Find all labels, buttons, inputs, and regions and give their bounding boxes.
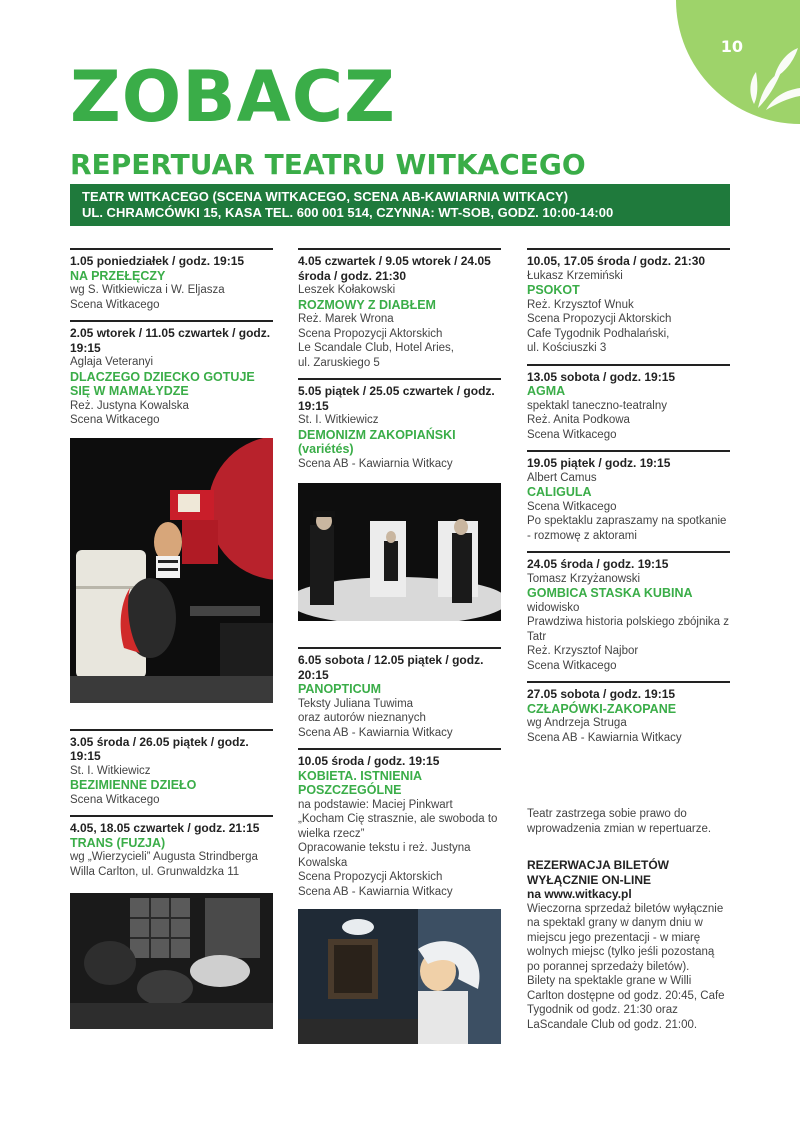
event-entry bbox=[70, 729, 273, 816]
event-date: 4.05 czwartek / 9.05 wtorek / 24.05 środa / godz. 21:30 bbox=[298, 254, 491, 283]
event-detail: Scena Witkacego bbox=[527, 428, 617, 441]
repertoire-change-notice: Teatr zastrzega sobie prawo do wprowadzenia zmian w repertuarze. bbox=[527, 808, 712, 835]
event-detail: Willa Carlton, ul. Grunwaldzka 11 bbox=[70, 865, 240, 878]
stage-photo-trans bbox=[70, 893, 273, 1029]
page-number: 10 bbox=[720, 37, 743, 56]
stage-photo-refrigerator bbox=[70, 438, 273, 703]
event-detail: spektakl taneczno-teatralny bbox=[527, 399, 667, 412]
event-detail: Reż. Krzysztof Najbor bbox=[527, 645, 639, 657]
event-detail: Scena Witkacego bbox=[70, 414, 160, 426]
event-detail: Scena Witkacego bbox=[527, 659, 617, 672]
event-detail: Scena AB - Kawiarnia Witkacy bbox=[298, 726, 453, 739]
column-3 bbox=[527, 248, 730, 1032]
event-author: Tomasz Krzyżanowski bbox=[527, 572, 641, 585]
event-detail: Po spektaklu zapraszamy na spotkanie - rozmowę z aktorami bbox=[527, 515, 727, 542]
event-detail: Scena Propozycji Aktorskich bbox=[298, 871, 443, 883]
event-author: Albert Camus bbox=[527, 471, 597, 484]
event-author: Aglaja Veteranyi bbox=[70, 356, 154, 368]
event-title: DEMONIZM ZAKOPIAŃSKI (variétés) bbox=[298, 427, 456, 456]
event-detail: wg S. Witkiewicza i W. Eljasza bbox=[70, 284, 225, 296]
reservation-venue-times: Bilety na spektakle grane w Willi Carlton dostępne od godz. 20:45, Cafe Tygodnik od godz. 21:30 oraz LaScandale Club od godz. 21:00. bbox=[527, 975, 725, 1031]
event-title: KOBIETA. ISTNIENIA POSZCZEGÓLNE bbox=[298, 768, 422, 797]
event-title: BEZIMIENNE DZIEŁO bbox=[70, 778, 197, 792]
event-detail: Scena Propozycji Aktorskich bbox=[527, 313, 672, 325]
event-title: DLACZEGO DZIECKO GOTUJE SIĘ W MAMAŁYDZE bbox=[70, 369, 255, 398]
event-title: ROZMOWY Z DIABŁEM bbox=[298, 297, 436, 312]
event-date: 10.05, 17.05 środa / godz. 21:30 bbox=[527, 254, 706, 268]
page-subtitle: REPERTUAR TEATRU WITKACEGO bbox=[70, 148, 586, 181]
event-author: Łukasz Krzemiński bbox=[527, 269, 623, 282]
event-entry bbox=[298, 748, 501, 907]
column-1 bbox=[70, 248, 273, 1055]
event-detail: ul. Zaruskiego 5 bbox=[298, 356, 380, 369]
event-detail: Reż. Marek Wrona bbox=[298, 313, 394, 325]
event-detail: Scena Witkacego bbox=[70, 793, 160, 806]
event-author: St. I. Witkiewicz bbox=[298, 414, 379, 426]
event-author: St. I. Witkiewicz bbox=[70, 764, 151, 777]
event-title: CALIGULA bbox=[527, 485, 592, 499]
event-date: 13.05 sobota / godz. 19:15 bbox=[527, 369, 676, 384]
event-detail: Prawdziwa historia polskiego zbójnika z Tatr bbox=[527, 616, 729, 643]
column-2 bbox=[298, 248, 501, 1070]
event-entry bbox=[70, 815, 273, 887]
event-title: TRANS (FUZJA) bbox=[70, 835, 166, 850]
reservation-evening-sales: Wieczorna sprzedaż biletów wyłącznie na spektakl grany w danym dniu w miejscu jego prezentacji - w miarę wolnych miejsc (tylko jeśli pozostaną po porannej sprzedaży biletów). bbox=[527, 902, 724, 973]
event-title: PSOKOT bbox=[527, 283, 580, 297]
event-detail: Teksty Juliana Tuwima bbox=[298, 697, 414, 710]
event-detail: Reż. Krzysztof Wnuk bbox=[527, 298, 634, 311]
event-date: 27.05 sobota / godz. 19:15 bbox=[527, 687, 676, 701]
event-entry bbox=[527, 248, 730, 364]
event-detail: Scena AB - Kawiarnia Witkacy bbox=[298, 457, 453, 470]
event-detail: oraz autorów nieznanych bbox=[298, 712, 426, 724]
event-entry bbox=[298, 248, 501, 378]
page-title: ZOBACZ bbox=[70, 56, 396, 138]
event-title: AGMA bbox=[527, 384, 566, 398]
event-date: 5.05 piątek / 25.05 czwartek / godz. 19:15 bbox=[298, 384, 495, 413]
corner-badge bbox=[670, 0, 800, 125]
stage-photo-demonizm bbox=[298, 483, 501, 621]
event-detail: Scena Witkacego bbox=[527, 500, 617, 513]
event-detail: Opracowanie tekstu i reż. Justyna Kowalska bbox=[298, 842, 471, 869]
event-date: 6.05 sobota / 12.05 piątek / godz. 20:15 bbox=[298, 653, 484, 682]
event-detail: Scena Witkacego bbox=[70, 298, 160, 311]
event-date: 1.05 poniedziałek / godz. 19:15 bbox=[70, 254, 245, 268]
event-entry bbox=[527, 450, 730, 551]
event-detail: wg Andrzeja Struga bbox=[527, 717, 627, 729]
event-date: 2.05 wtorek / 11.05 czwartek / godz. 19:15 bbox=[70, 326, 271, 355]
event-entry bbox=[70, 320, 273, 436]
event-detail: „Kocham Cię strasznie, ale swoboda to wielka rzecz” bbox=[298, 813, 498, 840]
event-entry bbox=[70, 248, 273, 320]
event-entry bbox=[527, 551, 730, 681]
theater-info-line2: UL. CHRAMCÓWKI 15, KASA TEL. 600 001 514, CZYNNA: WT-SOB, GODZ. 10:00-14:00 bbox=[82, 205, 614, 220]
event-entry bbox=[298, 647, 501, 748]
event-detail: Cafe Tygodnik Podhalański, bbox=[527, 327, 670, 340]
reservation-heading-online: WYŁĄCZNIE ON-LINE bbox=[527, 872, 651, 887]
event-author: Leszek Kołakowski bbox=[298, 284, 396, 296]
event-date: 19.05 piątek / godz. 19:15 bbox=[527, 456, 671, 470]
event-date: 3.05 środa / 26.05 piątek / godz. 19:15 bbox=[70, 734, 249, 763]
event-detail: Scena Propozycji Aktorskich bbox=[298, 327, 443, 340]
event-detail: Reż. Anita Podkowa bbox=[527, 414, 630, 426]
event-title: PANOPTICUM bbox=[298, 682, 382, 696]
event-title: GOMBICA STASKA KUBINA bbox=[527, 586, 693, 600]
theater-info-bar bbox=[70, 184, 730, 226]
event-detail: Scena AB - Kawiarnia Witkacy bbox=[298, 885, 453, 898]
event-date: 4.05, 18.05 czwartek / godz. 21:15 bbox=[70, 821, 260, 835]
reservation-heading: REZERWACJA BILETÓW bbox=[527, 858, 670, 872]
event-date: 10.05 środa / godz. 19:15 bbox=[298, 754, 440, 768]
event-entry bbox=[527, 681, 730, 753]
stage-photo-kobieta bbox=[298, 909, 501, 1044]
event-title: NA PRZEŁĘCZY bbox=[70, 268, 166, 283]
event-detail: Reż. Justyna Kowalska bbox=[70, 399, 189, 412]
event-detail: na podstawie: Maciej Pinkwart bbox=[298, 798, 453, 811]
reservation-site-link[interactable]: na www.witkacy.pl bbox=[527, 887, 632, 901]
event-date: 24.05 środa / godz. 19:15 bbox=[527, 557, 669, 571]
event-detail: Le Scandale Club, Hotel Aries, bbox=[298, 342, 454, 354]
event-detail: wg „Wierzycieli” Augusta Strindberga bbox=[70, 851, 258, 863]
event-detail: ul. Kościuszki 3 bbox=[527, 342, 607, 354]
theater-info-line1: TEATR WITKACEGO (SCENA WITKACEGO, SCENA AB-KAWIARNIA WITKACY) bbox=[82, 189, 569, 204]
event-entry bbox=[527, 364, 730, 451]
event-title: CZŁAPÓWKI-ZAKOPANE bbox=[527, 701, 677, 716]
reservation-block bbox=[527, 858, 730, 1032]
event-entry bbox=[298, 378, 501, 479]
event-detail: widowisko bbox=[527, 601, 580, 614]
event-detail: Scena AB - Kawiarnia Witkacy bbox=[527, 731, 682, 744]
